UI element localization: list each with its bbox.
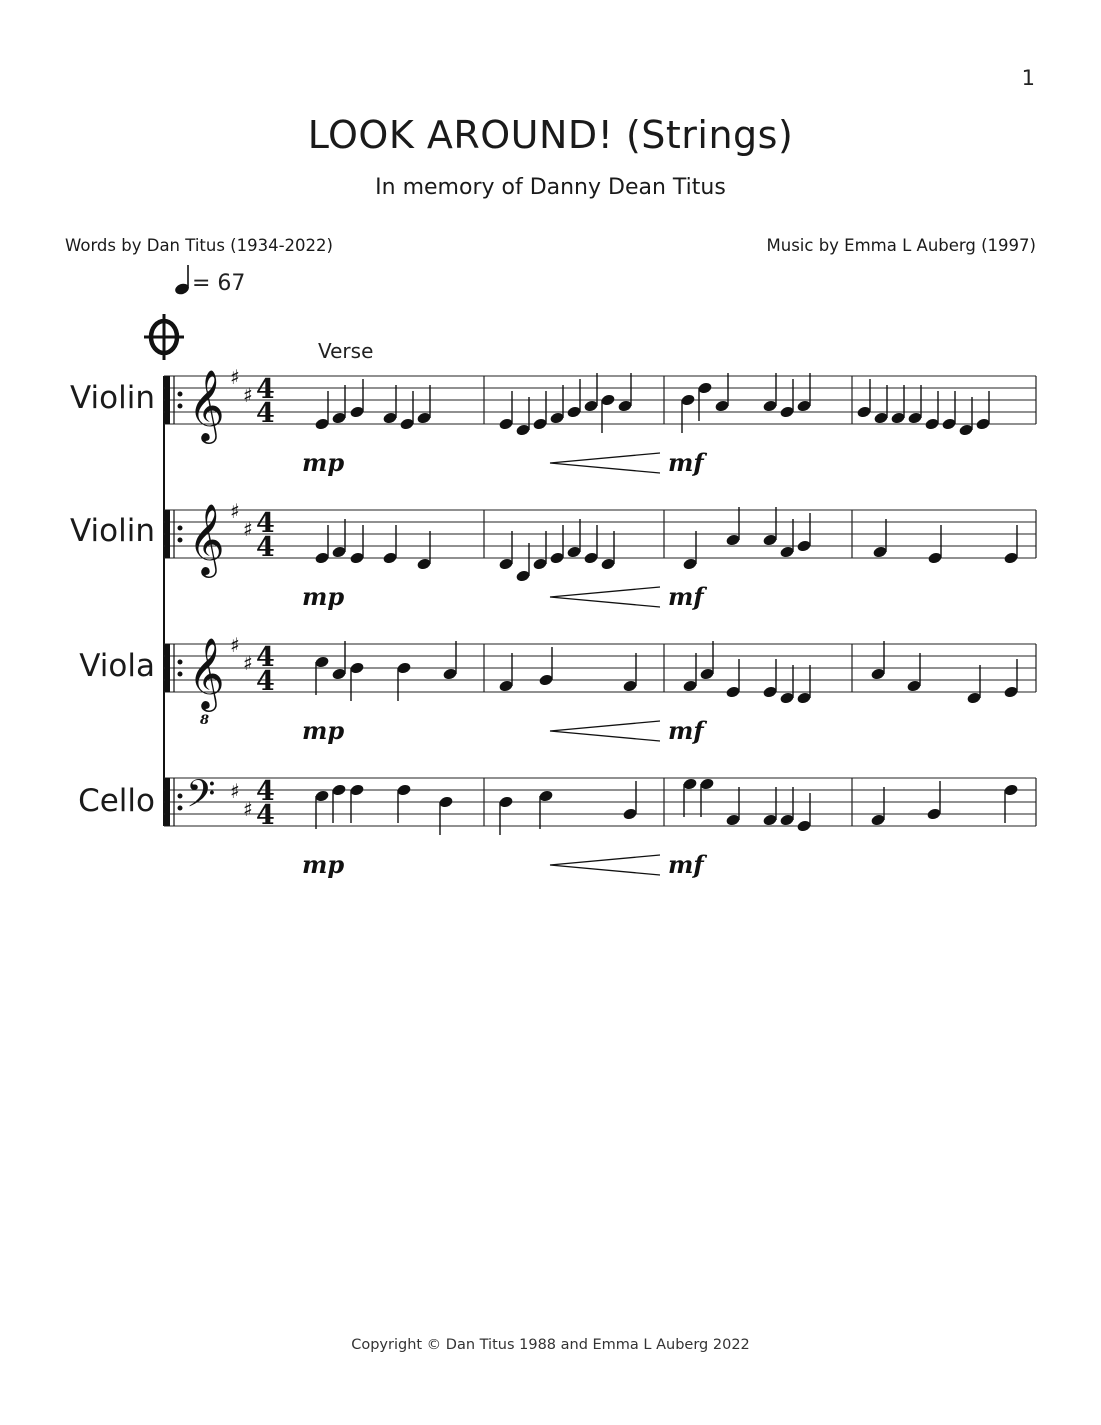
time-signature-digit: 4 — [256, 776, 275, 807]
time-signature-digit: 4 — [256, 374, 275, 405]
repeat-start-barline — [165, 778, 170, 826]
page-title: LOOK AROUND! (Strings) — [307, 113, 794, 157]
dynamic-mp: mp — [302, 448, 345, 477]
staff-3 — [164, 633, 1036, 728]
time-signature-digit: 4 — [256, 800, 275, 831]
sharp-icon: ♯ — [230, 779, 240, 803]
time-signature-digit: 4 — [256, 508, 275, 539]
tempo-quarter-note-icon — [174, 265, 191, 296]
crescendo-hairpin — [550, 721, 660, 741]
time-signature-digit: 4 — [256, 642, 275, 673]
dynamic-mp: mp — [302, 716, 345, 745]
sharp-icon: ♯ — [230, 499, 240, 523]
dynamic-mf: mf — [668, 448, 704, 477]
copyright-notice: Copyright © Dan Titus 1988 and Emma L Auberg 2022 — [351, 1337, 750, 1353]
instrument-label-cello: Cello — [78, 783, 155, 819]
section-label: Verse — [318, 339, 374, 363]
lyricist-credit: Words by Dan Titus (1934-2022) — [65, 236, 333, 255]
treble-clef-icon: 𝄞 — [188, 368, 225, 441]
bass-clef-icon: 𝄢 — [186, 771, 216, 825]
coda-icon — [144, 314, 184, 360]
sharp-icon: ♯ — [243, 383, 253, 407]
treble-clef-icon: 𝄞 — [188, 502, 225, 575]
repeat-start-barline — [165, 644, 170, 692]
staff-4 — [164, 771, 1036, 831]
page-subtitle: In memory of Danny Dean Titus — [375, 175, 726, 200]
sharp-icon: ♯ — [230, 633, 240, 657]
octave-clef-marker: 8 — [200, 713, 210, 728]
sharp-icon: ♯ — [230, 365, 240, 389]
time-signature-digit: 4 — [256, 666, 275, 697]
time-signature-digit: 4 — [256, 398, 275, 429]
repeat-start-barline — [165, 376, 170, 424]
dynamic-mf: mf — [668, 850, 704, 879]
crescendo-hairpin — [550, 587, 660, 607]
time-signature-digit: 4 — [256, 532, 275, 563]
dynamic-mf: mf — [668, 582, 704, 611]
page-number: 1 — [1021, 66, 1035, 90]
sharp-icon: ♯ — [243, 797, 253, 821]
instrument-label-viola: Viola — [79, 648, 155, 684]
repeat-start-barline — [165, 510, 170, 558]
crescendo-hairpin — [550, 453, 660, 473]
tempo-marking: = 67 — [192, 271, 246, 296]
sharp-icon: ♯ — [243, 517, 253, 541]
dynamic-mp: mp — [302, 850, 345, 879]
dynamic-mf: mf — [668, 716, 704, 745]
sharp-icon: ♯ — [243, 651, 253, 675]
instrument-label-violin-2: Violin — [70, 513, 155, 549]
dynamic-mp: mp — [302, 582, 345, 611]
treble-clef-icon: 𝄞 — [188, 636, 225, 709]
crescendo-hairpin — [550, 855, 660, 875]
instrument-label-violin-1: Violin — [70, 380, 155, 416]
staff-1 — [164, 365, 1036, 444]
staff-2 — [164, 499, 1036, 578]
composer-credit: Music by Emma L Auberg (1997) — [766, 236, 1036, 255]
